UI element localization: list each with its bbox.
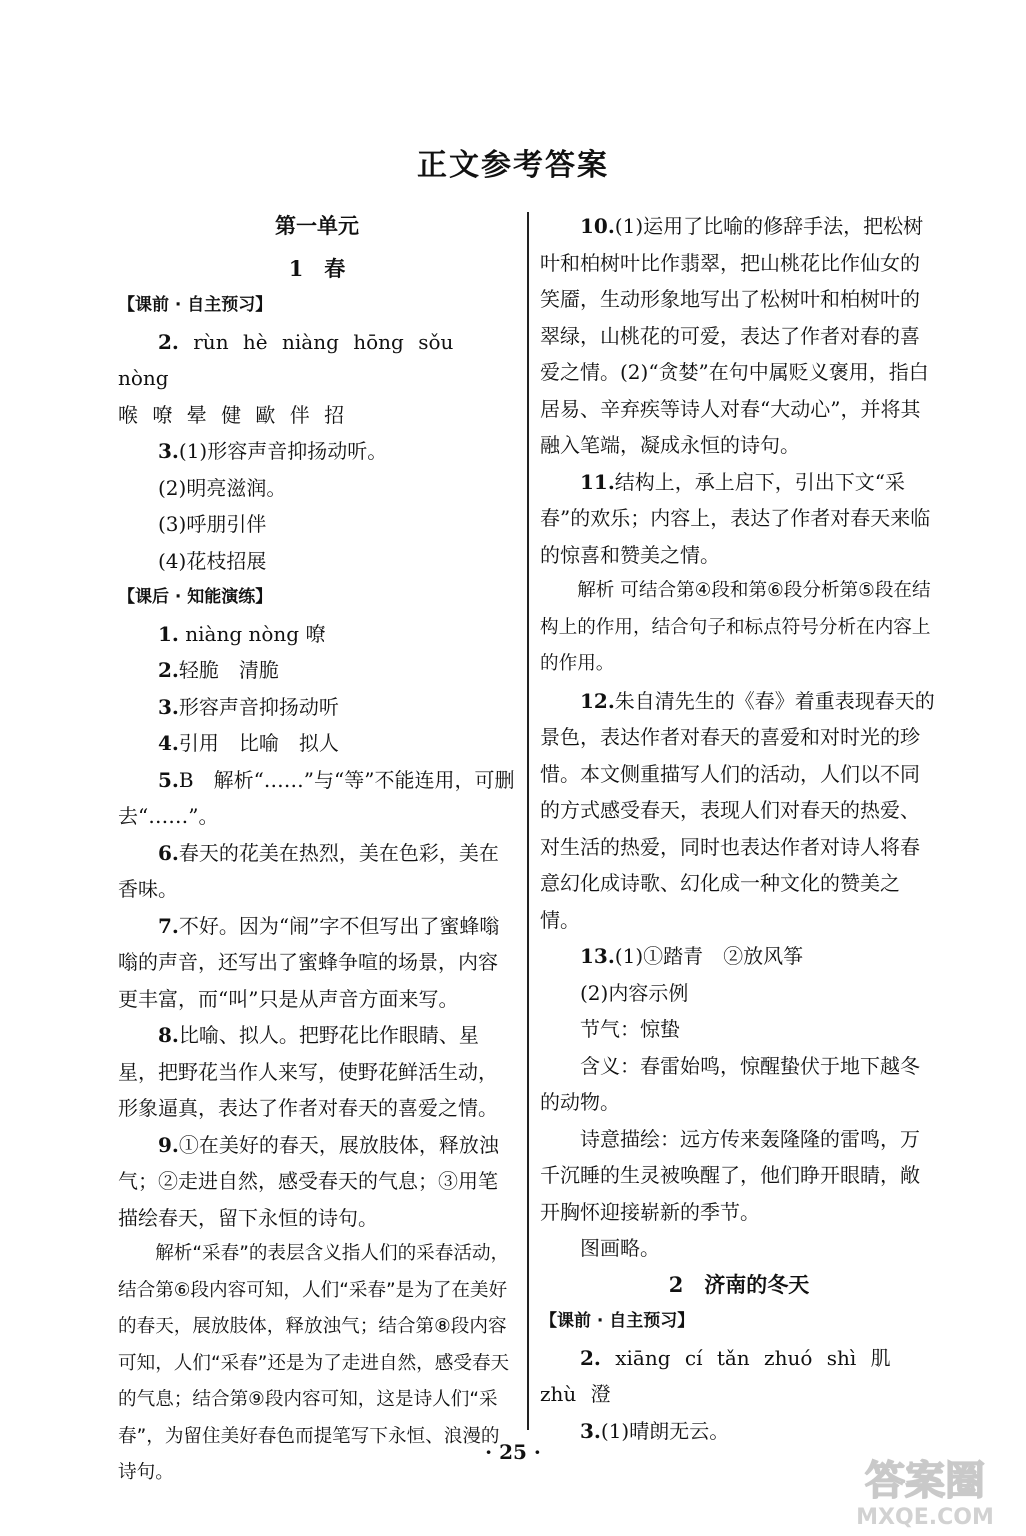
left-column [118,208,516,1492]
paragraph-text: 解析 可结合第④段和第⑥段分析第⑤段在结构上的作用，结合句子和标点符号分析在内容上的作用。 [540,580,931,674]
paragraph-text: 朱自清先生的《春》着重表现春天的景色，表达作者对春天的喜爱和对时光的珍惜。本文侧重描写人们的活动，人们以不同的方式感受春天，表现人们对春天的热爱、对生活的热爱，同时也表达作者对诗人将春意幻化成诗歌、幻化成一种文化的赞美之情。 [540,688,935,932]
watermark-main: 答案圈 [865,1458,985,1504]
paragraph-text: 【课前 · 自主预习】 [540,1311,695,1331]
question-number: 2. [158,658,179,682]
right-column-paragraph [540,683,938,939]
right-column-paragraph [540,1376,938,1413]
left-column-paragraph [118,616,516,653]
paragraph-text: 含义：春雷始鸣，惊醒蛰伏于地下越冬的动物。 [540,1053,920,1114]
question-number: 2. [158,329,179,354]
right-column-paragraph [540,1011,938,1048]
left-column-paragraph [118,579,516,616]
right-column-paragraph [540,1340,938,1377]
paragraph-text: 轻脆 清脆 [178,658,279,682]
question-number: 12. [580,688,615,713]
left-column-paragraph [118,835,516,908]
paragraph-text: 第一单元 [275,213,359,238]
watermark-logo [842,1448,1008,1528]
paragraph-text: (3)呼朋引伴 [158,512,267,536]
right-column-paragraph [540,1121,938,1231]
left-column-paragraph [118,433,516,470]
question-number: 6. [158,840,179,865]
paragraph-text: 形容声音抑扬动听 [178,694,339,719]
right-column-paragraph [540,1303,938,1340]
paragraph-text: (2)内容示例 [580,980,689,1005]
paragraph-text: 节气：惊蛰 [580,1017,680,1041]
paragraph-text: B 解析“……”与“等”不能连用，可删去“……”。 [118,767,515,828]
paragraph-text: 喉 嘹 晕 健 歐 伴 招 [118,402,349,427]
left-column-paragraph [118,287,516,324]
question-number: 8. [158,1023,179,1047]
paragraph-text: (1)①踏青 ②放风筝 [614,944,804,968]
question-number: 3. [158,694,179,719]
question-number: 5. [158,767,179,792]
question-number: 3. [158,439,179,463]
question-number: 2. [580,1345,601,1370]
paragraph-text: 图画略。 [580,1236,660,1260]
right-column-paragraph [540,1048,938,1121]
question-number: 4. [158,731,179,755]
paragraph-text: (2)明亮滋润。 [158,475,287,500]
left-column-paragraph [118,908,516,1018]
paragraph-text: ①在美好的春天，展放肢体，释放浊气；②走进自然，感受春天的气息；③用笔描绘春天，留下永恒的诗句。 [118,1132,499,1230]
paragraph-text: 春天的花美在热烈，美在色彩，美在香味。 [118,840,499,901]
left-column-paragraph [118,1127,516,1237]
paragraph-text: niàng nòng 嘹 [178,621,326,646]
right-column-paragraph [540,573,938,683]
question-number: 3. [580,1418,601,1443]
left-column-paragraph [118,762,516,835]
column-divider [527,212,529,1430]
paragraph-text: 诗意描绘：远方传来轰隆隆的雷鸣，万千沉睡的生灵被唤醒了，他们睁开眼睛，敞开胸怀迎接崭新的季节。 [540,1126,920,1224]
paragraph-text: xiāng cí tǎn zhuó shì 肌 [600,1345,891,1370]
question-number: 11. [580,469,615,494]
paragraph-text: 引用 比喻 拟人 [178,731,339,755]
right-column-paragraph [540,464,938,574]
left-column-paragraph [118,324,516,397]
question-number: 1. [158,621,179,646]
question-number: 10. [580,214,615,238]
paragraph-text: 【课前 · 自主预习】 [118,295,273,315]
paragraph-text: (1)形容声音抑扬动听。 [178,439,388,463]
paragraph-text: 不好。因为“闹”字不但写出了蜜蜂嗡嗡的声音，还写出了蜜蜂争喧的场景，内容更丰富，而“叫”只是从声音方面来写。 [118,913,500,1011]
paragraph-text: 1 春 [288,255,346,281]
left-column-paragraph [118,506,516,543]
paragraph-text: (1)运用了比喻的修辞手法，把松树叶和柏树叶比作翡翠，把山桃花比作仙女的笑靥，生动形象地写出了松树叶和柏树叶的翠绿，山桃花的可爱，表达了作者对春的喜爱之情。(2)“贪婪”在句中属贬义褒用，指白居易、辛弃疾等诗人对春“大动心”，并将其融入笔端，凝成永恒的诗句。 [540,214,929,457]
right-column-paragraph [540,208,938,464]
right-column-paragraph [540,938,938,975]
page-title: 正文参考答案 [417,148,609,183]
question-number: 9. [158,1132,179,1157]
left-column-paragraph [118,1017,516,1127]
left-column-paragraph [118,470,516,507]
right-column [540,208,938,1449]
paragraph-text: 2 济南的冬天 [668,1271,810,1297]
paragraph-text: zhù 澄 [540,1382,611,1406]
left-column-paragraph [118,725,516,762]
paragraph-text: (1)晴朗无云。 [600,1418,730,1443]
left-column-paragraph [118,251,516,288]
right-column-paragraph [540,975,938,1012]
paragraph-text: 【课后 · 知能演练】 [118,587,273,607]
paragraph-text: (4)花枝招展 [158,548,267,573]
right-column-paragraph [540,1230,938,1267]
left-column-paragraph [118,652,516,689]
left-column-paragraph [118,689,516,726]
right-column-paragraph [540,1267,938,1304]
question-number: 13. [580,944,615,968]
page-number: · 25 · [485,1440,541,1464]
paragraph-text: 解析“采春”的表层含义指人们的采春活动，结合第⑥段内容可知，人们“采春”是为了在美好的春天，展放肢体，释放浊气；结合第⑧段内容可知，人们“采春”还是为了走进自然，感受春天的气息；结合第⑨段内容可知，这是诗人们“采春”，为留住美好春色而提笔写下永恒、浪漫的诗句。 [118,1243,510,1483]
watermark-sub: MXQE.COM [856,1505,994,1528]
left-column-paragraph [118,397,516,434]
paragraph-text: 结构上，承上启下，引出下文“采春”的欢乐；内容上，表达了作者对春天来临的惊喜和赞美之情。 [540,469,931,567]
left-column-paragraph [118,208,516,245]
paragraph-text: 比喻、拟人。把野花比作眼睛、星星，把野花当作人来写，使野花鲜活生动，形象逼真，表达了作者对春天的喜爱之情。 [118,1023,498,1120]
left-column-paragraph [118,543,516,580]
paragraph-text: rùn hè niàng hōng sǒu nòng [118,329,454,390]
question-number: 7. [158,913,179,938]
